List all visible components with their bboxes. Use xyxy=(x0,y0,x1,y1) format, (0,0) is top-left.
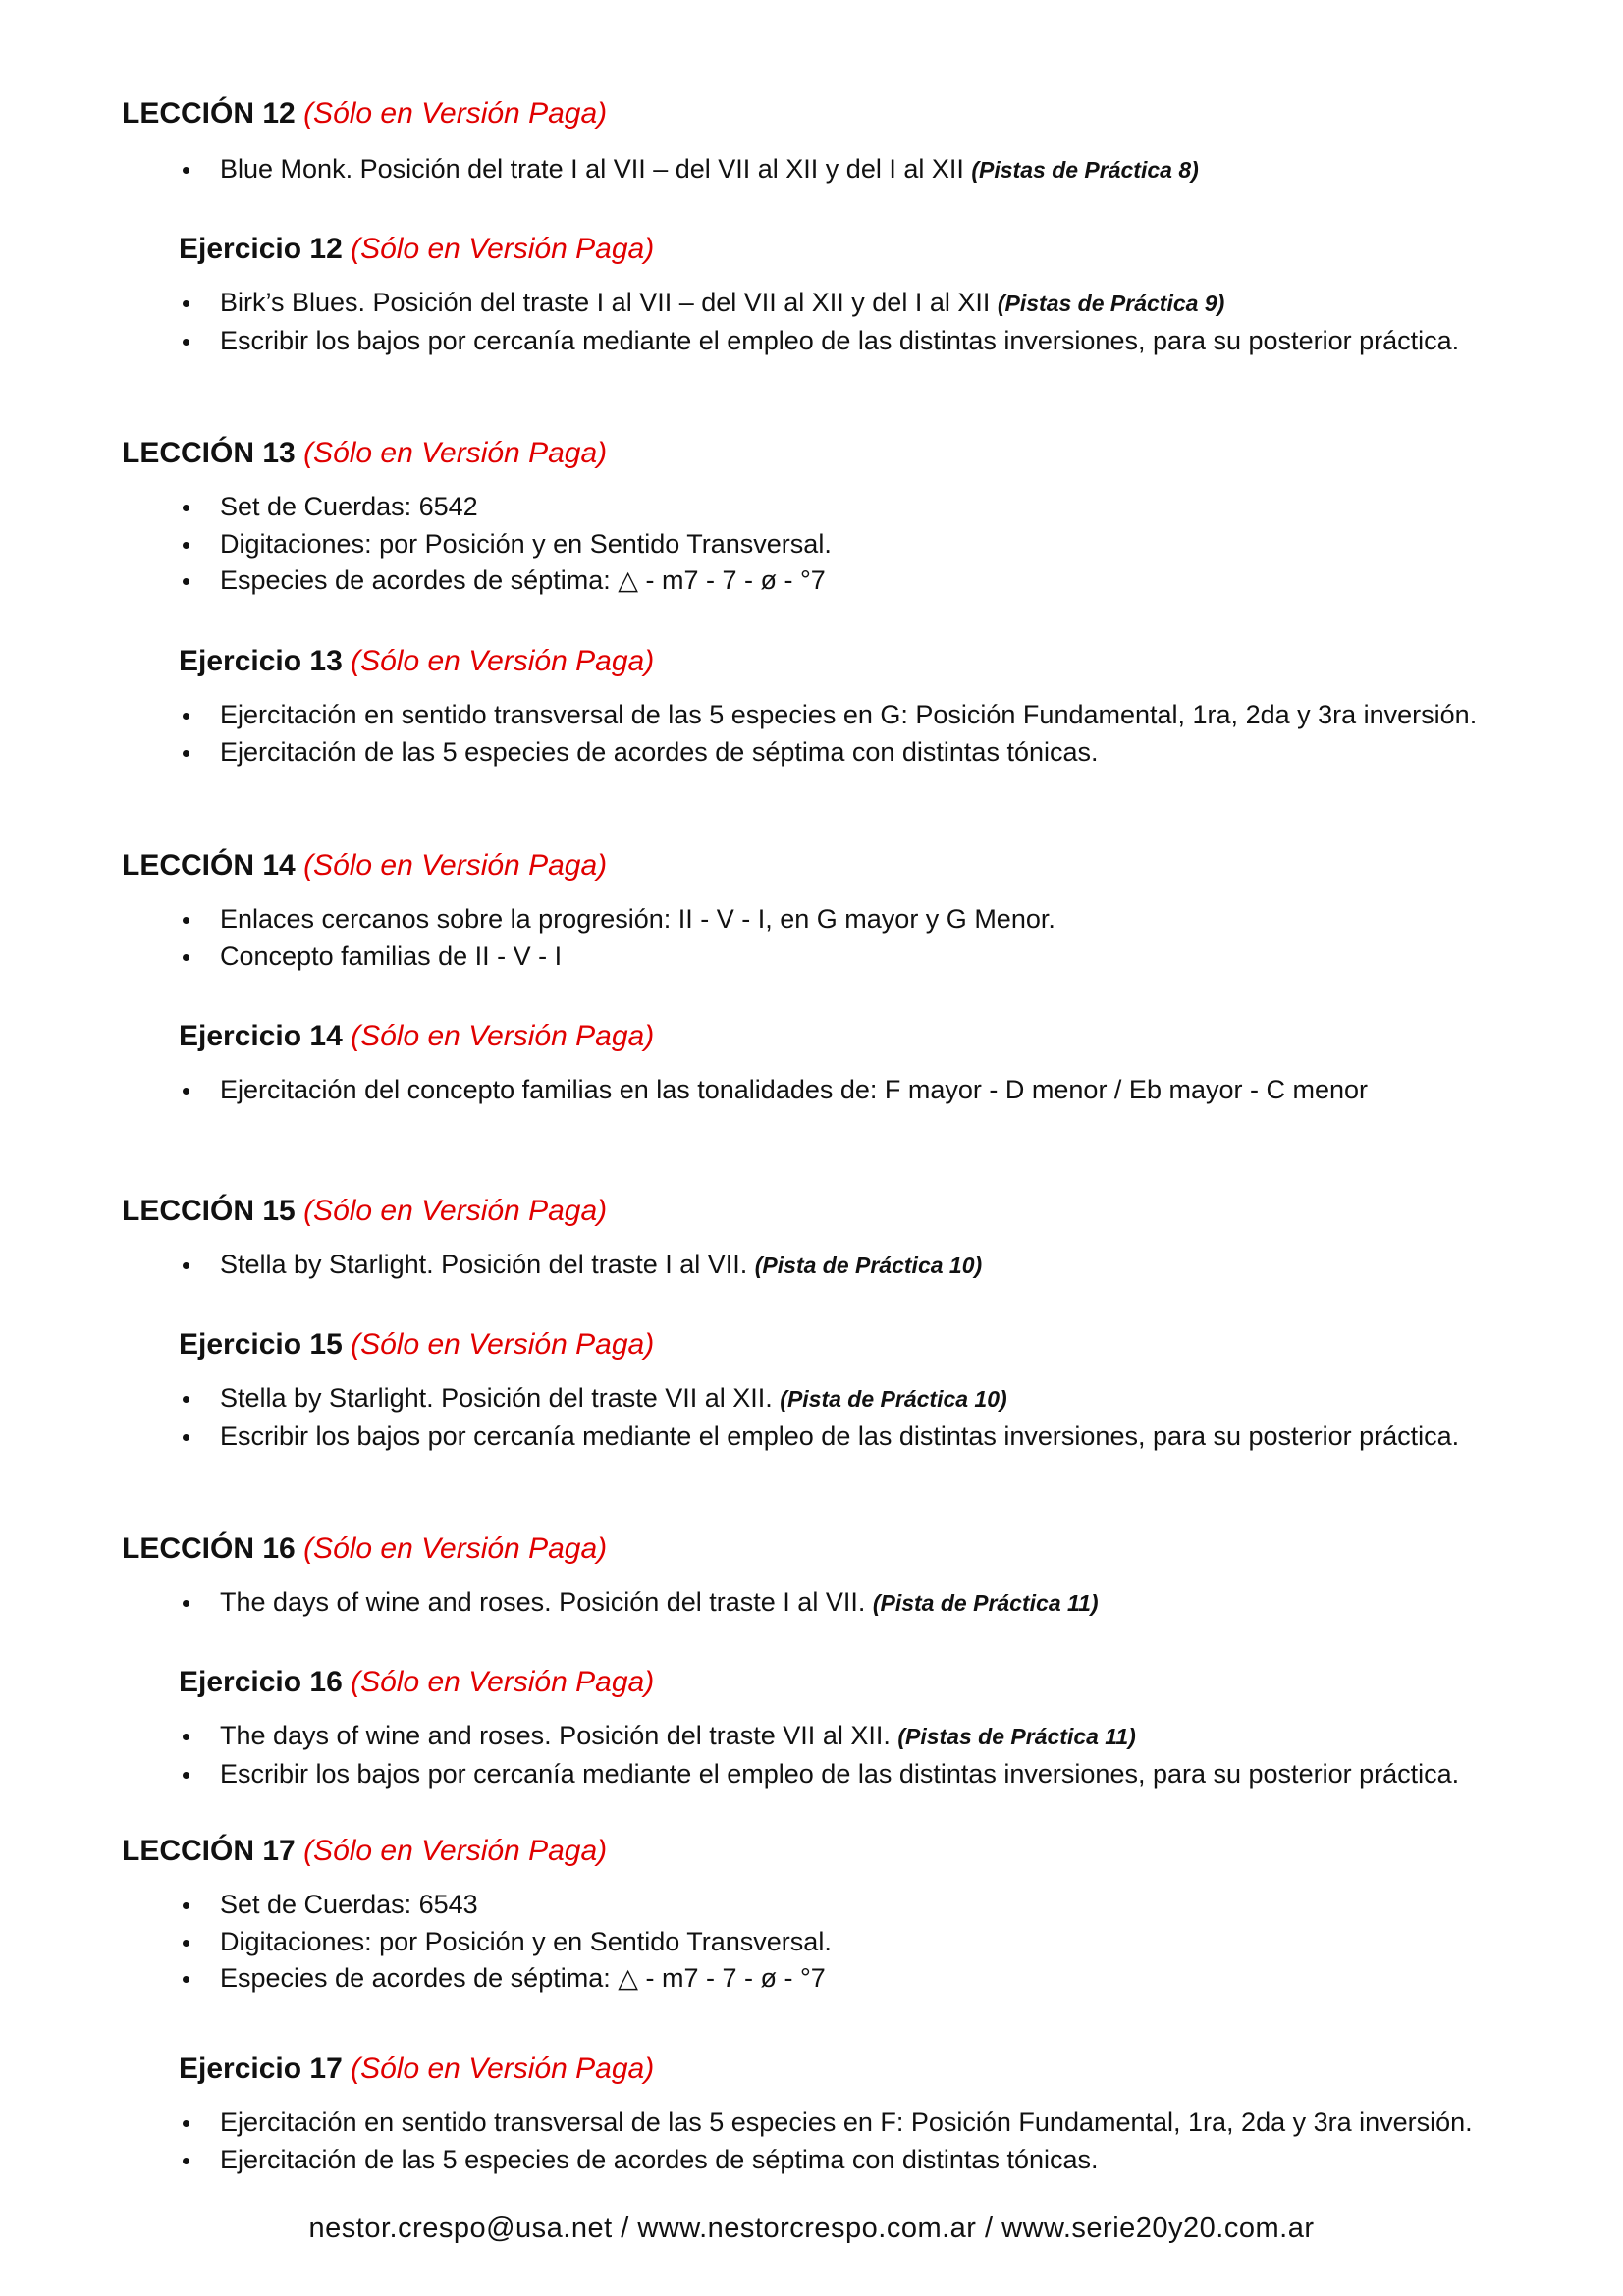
list-item: Set de Cuerdas: 6543 xyxy=(179,1887,832,1924)
list-item: Escribir los bajos por cercanía mediante el empleo de las distintas inversiones, para su posterior práctica. xyxy=(179,323,1459,360)
list-item: Digitaciones: por Posición y en Sentido Transversal. xyxy=(179,526,832,563)
practice-track-ref: (Pista de Práctica 11) xyxy=(872,1590,1099,1616)
lesson-items xyxy=(179,489,832,600)
lesson-items xyxy=(179,1887,832,1998)
lesson-title: LECCIÓN 17 xyxy=(122,1835,296,1867)
paid-version-note: (Sólo en Versión Paga) xyxy=(351,233,655,265)
practice-track-ref: (Pistas de Práctica 8) xyxy=(971,157,1199,183)
list-item: Ejercitación en sentido transversal de las 5 especies en F: Posición Fundamental, 1ra, 2da y 3ra inversión. xyxy=(179,2105,1473,2142)
lesson-items xyxy=(179,151,1199,189)
lesson-title: LECCIÓN 14 xyxy=(122,849,296,881)
exercise-title: Ejercicio 16 xyxy=(179,1666,343,1698)
lesson-heading xyxy=(122,436,607,471)
exercise-heading xyxy=(179,232,654,267)
lesson-title: LECCIÓN 16 xyxy=(122,1532,296,1565)
list-item: Blue Monk. Posición del trate I al VII – del VII al XII y del I al XII (Pistas de Práctica 8) xyxy=(179,151,1199,189)
lesson-items xyxy=(179,1584,1099,1623)
exercise-heading xyxy=(179,1019,654,1054)
list-item: Escribir los bajos por cercanía mediante el empleo de las distintas inversiones, para su posterior práctica. xyxy=(179,1756,1459,1793)
exercise-title: Ejercicio 17 xyxy=(179,2053,343,2085)
exercise-items xyxy=(179,1380,1459,1455)
list-item: The days of wine and roses. Posición del traste VII al XII. (Pistas de Práctica 11) xyxy=(179,1718,1459,1756)
lesson-heading xyxy=(122,848,607,883)
list-item: Especies de acordes de séptima: △ - m7 - 7 - ø - °7 xyxy=(179,1960,832,1998)
exercise-items xyxy=(179,2105,1473,2178)
list-item: Stella by Starlight. Posición del traste I al VII. (Pista de Práctica 10) xyxy=(179,1247,982,1285)
paid-version-note: (Sólo en Versión Paga) xyxy=(351,1666,655,1698)
exercise-heading xyxy=(179,2052,654,2087)
list-item: Especies de acordes de séptima: △ - m7 - 7 - ø - °7 xyxy=(179,562,832,600)
exercise-title: Ejercicio 12 xyxy=(179,233,343,265)
practice-track-ref: (Pistas de Práctica 9) xyxy=(997,291,1225,316)
exercise-heading xyxy=(179,1665,654,1700)
paid-version-note: (Sólo en Versión Paga) xyxy=(351,1020,655,1052)
list-item: Ejercitación de las 5 especies de acordes de séptima con distintas tónicas. xyxy=(179,734,1477,772)
exercise-heading xyxy=(179,1327,654,1362)
paid-version-note: (Sólo en Versión Paga) xyxy=(351,1328,655,1361)
paid-version-note: (Sólo en Versión Paga) xyxy=(303,849,608,881)
lesson-heading xyxy=(122,1531,607,1567)
exercise-title: Ejercicio 15 xyxy=(179,1328,343,1361)
exercise-items xyxy=(179,1072,1368,1109)
list-item: Digitaciones: por Posición y en Sentido Transversal. xyxy=(179,1924,832,1961)
lesson-items xyxy=(179,1247,982,1285)
exercise-items xyxy=(179,697,1477,771)
exercise-items xyxy=(179,1718,1459,1792)
paid-version-note: (Sólo en Versión Paga) xyxy=(303,1532,608,1565)
practice-track-ref: (Pistas de Práctica 11) xyxy=(897,1724,1136,1749)
lesson-heading xyxy=(122,96,607,132)
list-item: Concepto familias de II - V - I xyxy=(179,938,1055,976)
practice-track-ref: (Pista de Práctica 10) xyxy=(754,1253,983,1278)
paid-version-note: (Sólo en Versión Paga) xyxy=(303,1835,608,1867)
list-item: Set de Cuerdas: 6542 xyxy=(179,489,832,526)
lesson-title: LECCIÓN 13 xyxy=(122,437,296,469)
exercise-title: Ejercicio 13 xyxy=(179,645,343,677)
paid-version-note: (Sólo en Versión Paga) xyxy=(303,437,608,469)
lesson-items xyxy=(179,901,1055,975)
list-item: Stella by Starlight. Posición del traste VII al XII. (Pista de Práctica 10) xyxy=(179,1380,1459,1418)
lesson-title: LECCIÓN 12 xyxy=(122,97,296,130)
practice-track-ref: (Pista de Práctica 10) xyxy=(780,1386,1007,1412)
list-item: Ejercitación del concepto familias en las tonalidades de: F mayor - D menor / Eb mayor - C menor xyxy=(179,1072,1368,1109)
exercise-items xyxy=(179,285,1459,359)
paid-version-note: (Sólo en Versión Paga) xyxy=(351,645,655,677)
list-item: Escribir los bajos por cercanía mediante el empleo de las distintas inversiones, para su posterior práctica. xyxy=(179,1418,1459,1456)
lesson-title: LECCIÓN 15 xyxy=(122,1195,296,1227)
lesson-heading xyxy=(122,1834,607,1869)
list-item: Ejercitación en sentido transversal de las 5 especies en G: Posición Fundamental, 1ra, 2da y 3ra inversión. xyxy=(179,697,1477,734)
paid-version-note: (Sólo en Versión Paga) xyxy=(303,97,608,130)
exercise-heading xyxy=(179,644,654,679)
list-item: Ejercitación de las 5 especies de acordes de séptima con distintas tónicas. xyxy=(179,2142,1473,2179)
list-item: Enlaces cercanos sobre la progresión: II - V - I, en G mayor y G Menor. xyxy=(179,901,1055,938)
footer-contact-line: nestor.crespo@usa.net / www.nestorcrespo.com.ar / www.serie20y20.com.ar xyxy=(308,2213,1315,2244)
list-item: The days of wine and roses. Posición del traste I al VII. (Pista de Práctica 11) xyxy=(179,1584,1099,1623)
paid-version-note: (Sólo en Versión Paga) xyxy=(303,1195,608,1227)
exercise-title: Ejercicio 14 xyxy=(179,1020,343,1052)
paid-version-note: (Sólo en Versión Paga) xyxy=(351,2053,655,2085)
lesson-heading xyxy=(122,1194,607,1229)
list-item: Birk’s Blues. Posición del traste I al VII – del VII al XII y del I al XII (Pistas de Práctica 9) xyxy=(179,285,1459,323)
